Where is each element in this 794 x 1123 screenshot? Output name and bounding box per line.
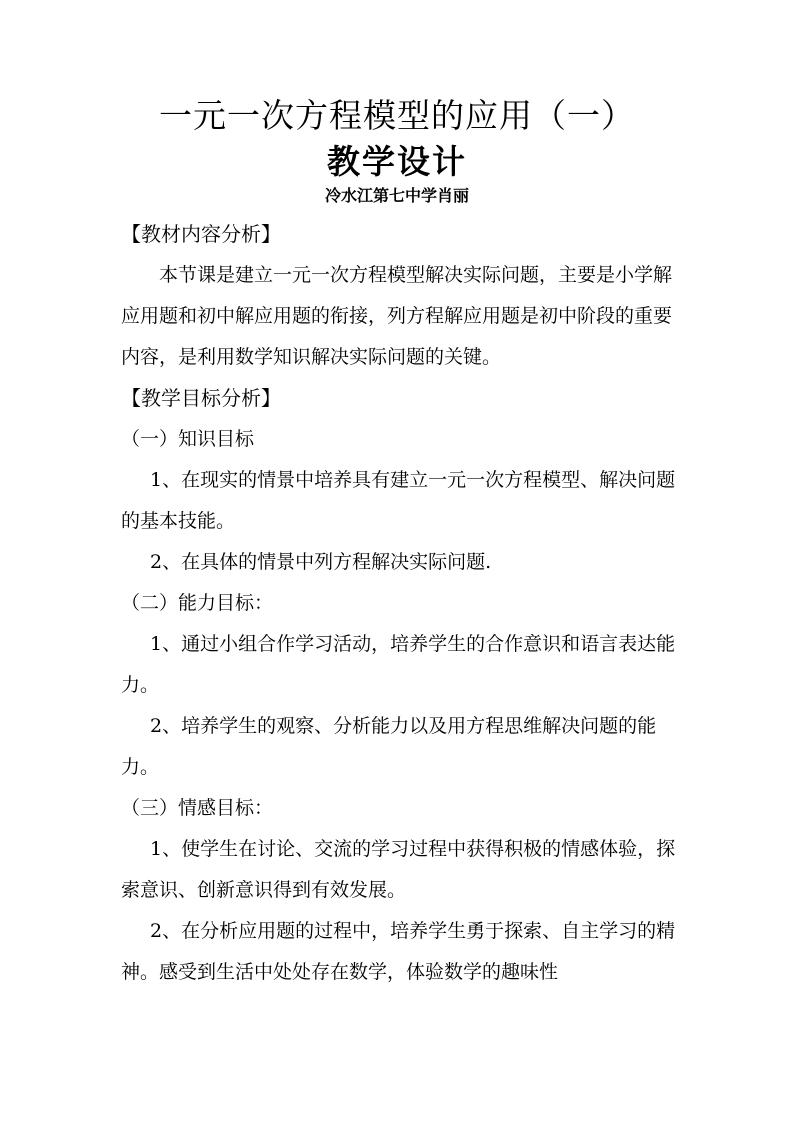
document-subtitle: 教学设计 (327, 142, 467, 181)
goal-item: 1、通过小组合作学习活动，培养学生的合作意识和语言表达能力。 (121, 633, 676, 696)
section-heading-goal-analysis: 【教学目标分析】 (121, 386, 281, 410)
goal-item: 2、在分析应用题的过程中，培养学生勇于探索、自主学习的精神。感受到生活中处处存在数学，体验数学的趣味性 (121, 920, 676, 983)
goal-item: 1、使学生在讨论、交流的学习过程中获得积极的情感体验，探索意识、创新意识得到有效发展。 (121, 838, 676, 901)
content-analysis-paragraph: 本节课是建立一元一次方程模型解决实际问题，主要是小学解应用题和初中解应用题的衔接，列方程解应用题是初中阶段的重要内容，是利用数学知识解决实际问题的关键。 (121, 264, 673, 368)
goal-group-title-ability: （二）能力目标： (121, 592, 274, 614)
goal-item: 2、在具体的情景中列方程解决实际问题. (150, 551, 492, 573)
goal-group-title-knowledge: （一）知识目标 (121, 428, 255, 450)
goal-item: 2、培养学生的观察、分析能力以及用方程思维解决问题的能力。 (121, 715, 657, 778)
goal-item: 1、在现实的情景中培养具有建立一元一次方程模型、解决问题的基本技能。 (121, 469, 676, 532)
document-author: 冷水江第七中学肖丽 (324, 186, 469, 205)
goal-group-title-emotion: （三）情感目标： (121, 797, 274, 819)
document-body (121, 214, 677, 993)
section-heading-content-analysis: 【教材内容分析】 (121, 222, 281, 246)
document-title: 一元一次方程模型的应用（一） (159, 96, 635, 135)
